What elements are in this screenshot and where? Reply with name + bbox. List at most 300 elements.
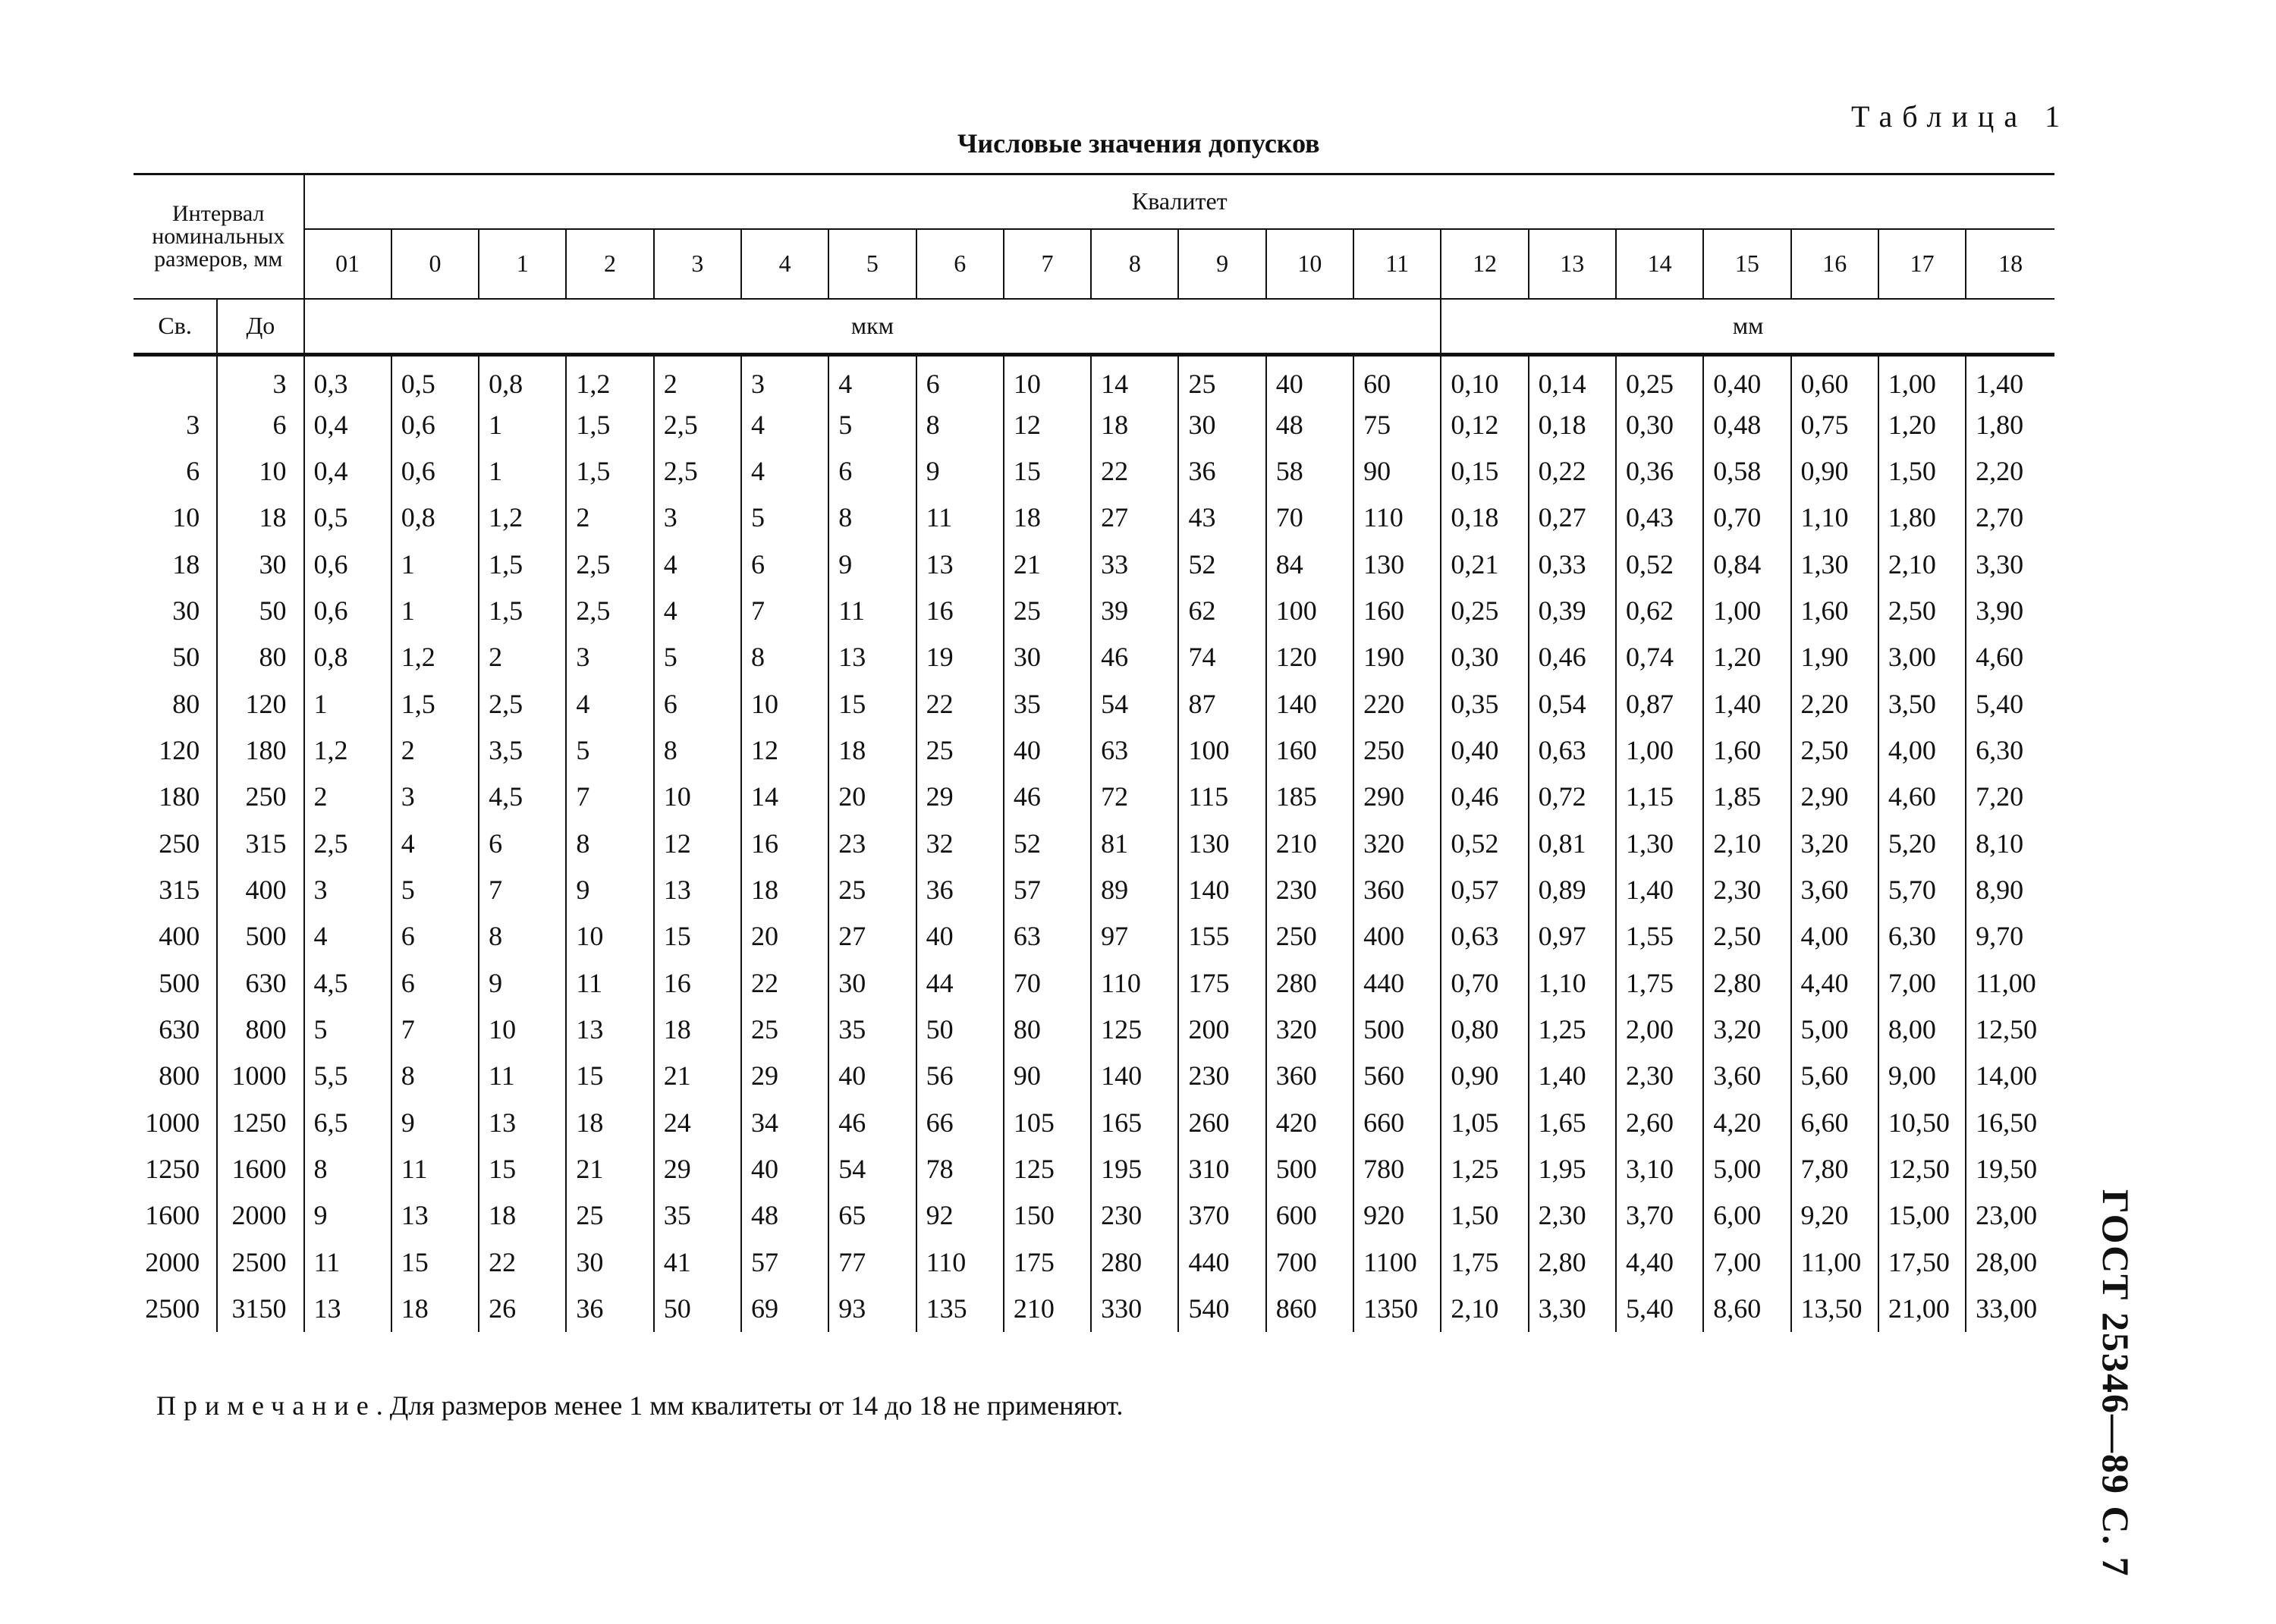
- tolerance-cell: 12,50: [1966, 1006, 2054, 1052]
- tolerance-cell: 1,75: [1441, 1239, 1528, 1285]
- table-row: [134, 913, 2054, 960]
- grade-header-cell: 9: [1178, 229, 1265, 299]
- tolerance-cell: 2,30: [1529, 1192, 1616, 1239]
- tolerance-cell: 700: [1266, 1239, 1353, 1285]
- tolerance-cell: 6,00: [1703, 1192, 1790, 1239]
- tolerance-cell: 5: [304, 1006, 391, 1052]
- grade-header-cell: 6: [916, 229, 1004, 299]
- tolerance-cell: 23: [828, 820, 916, 866]
- tolerance-cell: 3,00: [1878, 634, 1966, 680]
- tolerance-cell: 540: [1178, 1285, 1265, 1332]
- tolerance-cell: 62: [1178, 587, 1265, 633]
- tolerance-cell: 0,6: [391, 401, 479, 448]
- range-to-cell: 1600: [217, 1145, 303, 1192]
- tolerance-cell: 220: [1353, 680, 1441, 727]
- tolerance-cell: 320: [1353, 820, 1441, 866]
- grade-header-cell: 18: [1966, 229, 2054, 299]
- range-from-cell: 2500: [134, 1285, 217, 1332]
- tolerance-cell: 65: [828, 1192, 916, 1239]
- tolerance-cell: 14: [1091, 355, 1178, 401]
- range-from-cell: 3: [134, 401, 217, 448]
- tolerance-cell: 7: [391, 1006, 479, 1052]
- tolerance-cell: 1,80: [1878, 495, 1966, 541]
- tolerance-cell: 57: [1004, 866, 1091, 913]
- tolerance-cell: 1,55: [1616, 913, 1703, 960]
- tolerance-cell: 6,30: [1878, 913, 1966, 960]
- tolerance-cell: 0,72: [1529, 774, 1616, 820]
- grade-header-cell: 1: [479, 229, 566, 299]
- tolerance-cell: 1: [304, 680, 391, 727]
- tolerance-cell: 15: [566, 1053, 653, 1099]
- tolerance-cell: 54: [1091, 680, 1178, 727]
- tolerance-cell: 20: [741, 913, 828, 960]
- tolerance-cell: 25: [566, 1192, 653, 1239]
- from-label: Св.: [134, 299, 217, 355]
- tolerance-cell: 30: [1178, 401, 1265, 448]
- tolerance-cell: 6: [391, 960, 479, 1006]
- range-to-cell: 800: [217, 1006, 303, 1052]
- tolerance-cell: 5,40: [1616, 1285, 1703, 1332]
- tolerance-cell: 2,30: [1616, 1053, 1703, 1099]
- tolerance-cell: 2,00: [1616, 1006, 1703, 1052]
- tolerance-cell: 6,60: [1791, 1099, 1878, 1145]
- tolerance-cell: 2,20: [1791, 680, 1878, 727]
- range-from-cell: 6: [134, 448, 217, 494]
- tolerance-cell: 13,50: [1791, 1285, 1878, 1332]
- tolerance-cell: 40: [741, 1145, 828, 1192]
- range-to-cell: 50: [217, 587, 303, 633]
- tolerance-cell: 1: [391, 587, 479, 633]
- tolerance-cell: 5,20: [1878, 820, 1966, 866]
- grade-header-cell: 11: [1353, 229, 1441, 299]
- tolerance-cell: 0,81: [1529, 820, 1616, 866]
- tolerance-cell: 70: [1266, 495, 1353, 541]
- tolerance-cell: 25: [916, 727, 1004, 773]
- tolerance-cell: 9,00: [1878, 1053, 1966, 1099]
- tolerance-cell: 4,40: [1616, 1239, 1703, 1285]
- tolerance-cell: 41: [654, 1239, 741, 1285]
- tolerance-cell: 0,62: [1616, 587, 1703, 633]
- tolerance-cell: 13: [479, 1099, 566, 1145]
- tolerance-cell: 4: [828, 355, 916, 401]
- tolerance-cell: 27: [1091, 495, 1178, 541]
- tolerance-cell: 1,5: [479, 587, 566, 633]
- tolerance-cell: 80: [1004, 1006, 1091, 1052]
- tolerance-cell: 26: [479, 1285, 566, 1332]
- unit-mm: мм: [1441, 299, 2054, 355]
- tolerance-cell: 9,70: [1966, 913, 2054, 960]
- tolerance-cell: 0,58: [1703, 448, 1790, 494]
- tolerance-cell: 15,00: [1878, 1192, 1966, 1239]
- table-row: [134, 820, 2054, 866]
- tolerance-cell: 92: [916, 1192, 1004, 1239]
- tolerance-cell: 50: [916, 1006, 1004, 1052]
- tolerance-cell: 77: [828, 1239, 916, 1285]
- grade-header-cell: 13: [1529, 229, 1616, 299]
- tolerance-cell: 8: [566, 820, 653, 866]
- tolerance-cell: 0,8: [391, 495, 479, 541]
- grade-header-cell: 01: [304, 229, 391, 299]
- tolerance-cell: 87: [1178, 680, 1265, 727]
- grade-header-cell: 3: [654, 229, 741, 299]
- tolerance-cell: 3,60: [1791, 866, 1878, 913]
- tolerance-cell: 72: [1091, 774, 1178, 820]
- note-text: . Для размеров менее 1 мм квалитеты от 14 до 18 не применяют.: [376, 1390, 1124, 1421]
- tolerance-cell: 0,75: [1791, 401, 1878, 448]
- tolerance-cell: 7,00: [1703, 1239, 1790, 1285]
- tolerance-cell: 125: [1091, 1006, 1178, 1052]
- tolerance-cell: 93: [828, 1285, 916, 1332]
- tolerance-cell: 8,60: [1703, 1285, 1790, 1332]
- tolerance-cell: 3,70: [1616, 1192, 1703, 1239]
- tolerance-cell: 90: [1353, 448, 1441, 494]
- tolerance-cell: 1,5: [479, 541, 566, 587]
- tolerance-cell: 3: [391, 774, 479, 820]
- tolerance-cell: 35: [828, 1006, 916, 1052]
- tolerance-cell: 0,25: [1616, 355, 1703, 401]
- tolerance-cell: 0,54: [1529, 680, 1616, 727]
- tolerance-cell: 3: [654, 495, 741, 541]
- tolerance-cell: 5,5: [304, 1053, 391, 1099]
- tolerance-cell: 0,46: [1529, 634, 1616, 680]
- table-row: [134, 1006, 2054, 1052]
- tolerance-cell: 30: [1004, 634, 1091, 680]
- unit-mkm: мкм: [304, 299, 1441, 355]
- tolerance-cell: 0,89: [1529, 866, 1616, 913]
- tolerance-cell: 2: [566, 495, 653, 541]
- tolerance-cell: 115: [1178, 774, 1265, 820]
- tolerance-cell: 5,00: [1791, 1006, 1878, 1052]
- tolerance-cell: 4,5: [304, 960, 391, 1006]
- tolerance-cell: 29: [916, 774, 1004, 820]
- tolerance-cell: 1,5: [391, 680, 479, 727]
- table-row: [134, 355, 2054, 401]
- tolerance-cell: 4: [654, 541, 741, 587]
- tolerance-cell: 5,70: [1878, 866, 1966, 913]
- tolerance-cell: 1,20: [1703, 634, 1790, 680]
- range-to-cell: 120: [217, 680, 303, 727]
- tolerance-cell: 160: [1353, 587, 1441, 633]
- tolerance-cell: 0,12: [1441, 401, 1528, 448]
- tolerance-cell: 0,5: [304, 495, 391, 541]
- table-row: [134, 634, 2054, 680]
- tolerance-cell: 12: [654, 820, 741, 866]
- range-from-cell: 2000: [134, 1239, 217, 1285]
- grade-header-cell: 2: [566, 229, 653, 299]
- tolerance-cell: 6: [741, 541, 828, 587]
- tolerance-cell: 190: [1353, 634, 1441, 680]
- tolerance-cell: 16: [916, 587, 1004, 633]
- tolerance-cell: 1,15: [1616, 774, 1703, 820]
- tolerance-cell: 1,2: [391, 634, 479, 680]
- tolerance-cell: 160: [1266, 727, 1353, 773]
- tolerance-cell: 8: [304, 1145, 391, 1192]
- tolerance-cell: 11: [304, 1239, 391, 1285]
- table-row: [134, 1192, 2054, 1239]
- tolerance-cell: 175: [1178, 960, 1265, 1006]
- tolerance-cell: 5,00: [1703, 1145, 1790, 1192]
- tolerance-cell: 97: [1091, 913, 1178, 960]
- tolerance-cell: 22: [916, 680, 1004, 727]
- grade-header-cell: 10: [1266, 229, 1353, 299]
- tolerance-cell: 70: [1004, 960, 1091, 1006]
- tolerance-cell: 780: [1353, 1145, 1441, 1192]
- tolerance-cell: 2,5: [479, 680, 566, 727]
- tolerance-table-body: [134, 355, 2054, 1333]
- tolerance-cell: 280: [1266, 960, 1353, 1006]
- tolerance-cell: 1: [391, 541, 479, 587]
- tolerance-cell: 22: [1091, 448, 1178, 494]
- tolerance-cell: 2,5: [654, 448, 741, 494]
- tolerance-cell: 420: [1266, 1099, 1353, 1145]
- tolerance-cell: 16: [654, 960, 741, 1006]
- tolerance-cell: 2: [479, 634, 566, 680]
- tolerance-cell: 0,43: [1616, 495, 1703, 541]
- tolerance-cell: 1,80: [1966, 401, 2054, 448]
- tolerance-cell: 46: [1091, 634, 1178, 680]
- tolerance-cell: 4: [654, 587, 741, 633]
- tolerance-cell: 11,00: [1791, 1239, 1878, 1285]
- tolerance-cell: 8: [479, 913, 566, 960]
- grade-header-cell: 14: [1616, 229, 1703, 299]
- tolerance-cell: 165: [1091, 1099, 1178, 1145]
- range-from-cell: 1600: [134, 1192, 217, 1239]
- tolerance-cell: 2,5: [304, 820, 391, 866]
- tolerance-cell: 0,70: [1703, 495, 1790, 541]
- tolerance-cell: 11: [916, 495, 1004, 541]
- tolerance-cell: 89: [1091, 866, 1178, 913]
- tolerance-cell: 39: [1091, 587, 1178, 633]
- tolerance-cell: 440: [1353, 960, 1441, 1006]
- tolerance-cell: 2,20: [1966, 448, 2054, 494]
- tolerance-cell: 9: [566, 866, 653, 913]
- tolerance-cell: 3,30: [1529, 1285, 1616, 1332]
- tolerance-cell: 155: [1178, 913, 1265, 960]
- tolerance-cell: 0,80: [1441, 1006, 1528, 1052]
- tolerance-cell: 500: [1353, 1006, 1441, 1052]
- tolerance-cell: 7: [741, 587, 828, 633]
- tolerance-cell: 23,00: [1966, 1192, 2054, 1239]
- table-row: [134, 960, 2054, 1006]
- tolerance-cell: 0,6: [391, 448, 479, 494]
- tolerance-cell: 3,90: [1966, 587, 2054, 633]
- range-from-cell: 800: [134, 1053, 217, 1099]
- tolerance-cell: 2,50: [1878, 587, 1966, 633]
- tolerance-cell: 15: [479, 1145, 566, 1192]
- tolerance-cell: 2,10: [1878, 541, 1966, 587]
- tolerance-cell: 19,50: [1966, 1145, 2054, 1192]
- tolerance-cell: 0,74: [1616, 634, 1703, 680]
- tolerance-cell: 400: [1353, 913, 1441, 960]
- table-note: [156, 1390, 1123, 1421]
- tolerance-cell: 50: [654, 1285, 741, 1332]
- tolerance-cell: 0,30: [1441, 634, 1528, 680]
- tolerance-cell: 3,10: [1616, 1145, 1703, 1192]
- tolerance-cell: 18: [566, 1099, 653, 1145]
- tolerance-cell: 9: [479, 960, 566, 1006]
- tolerance-cell: 9: [828, 541, 916, 587]
- tolerance-cell: 6: [479, 820, 566, 866]
- tolerance-cell: 13: [828, 634, 916, 680]
- tolerance-cell: 360: [1266, 1053, 1353, 1099]
- tolerance-cell: 1,25: [1441, 1145, 1528, 1192]
- tolerance-cell: 1100: [1353, 1239, 1441, 1285]
- tolerance-cell: 0,52: [1616, 541, 1703, 587]
- tolerance-cell: 10: [1004, 355, 1091, 401]
- grade-header-cell: 0: [391, 229, 479, 299]
- tolerance-cell: 1,2: [566, 355, 653, 401]
- tolerance-cell: 1,90: [1791, 634, 1878, 680]
- tolerance-cell: 40: [1004, 727, 1091, 773]
- tolerance-cell: 175: [1004, 1239, 1091, 1285]
- tolerance-cell: 0,6: [304, 587, 391, 633]
- tolerance-cell: 4: [304, 913, 391, 960]
- tolerance-cell: 1,5: [566, 448, 653, 494]
- tolerance-cell: 10: [741, 680, 828, 727]
- tolerance-cell: 2: [654, 355, 741, 401]
- tolerance-cell: 110: [916, 1239, 1004, 1285]
- tolerance-cell: 2,10: [1703, 820, 1790, 866]
- range-to-cell: 400: [217, 866, 303, 913]
- range-to-cell: 500: [217, 913, 303, 960]
- tolerance-cell: 1,40: [1529, 1053, 1616, 1099]
- tolerance-cell: 6: [828, 448, 916, 494]
- tolerance-cell: 0,35: [1441, 680, 1528, 727]
- tolerance-cell: 0,3: [304, 355, 391, 401]
- tolerance-cell: 3,60: [1703, 1053, 1790, 1099]
- tolerance-cell: 5: [741, 495, 828, 541]
- range-from-cell: 18: [134, 541, 217, 587]
- tolerance-cell: 1,2: [479, 495, 566, 541]
- tolerance-cell: 320: [1266, 1006, 1353, 1052]
- table-row: [134, 587, 2054, 633]
- tolerance-cell: 3,30: [1966, 541, 2054, 587]
- grade-header-cell: 5: [828, 229, 916, 299]
- tolerance-cell: 0,97: [1529, 913, 1616, 960]
- tolerance-cell: 500: [1266, 1145, 1353, 1192]
- tolerance-cell: 1,75: [1616, 960, 1703, 1006]
- tolerance-cell: 280: [1091, 1239, 1178, 1285]
- tolerance-cell: 370: [1178, 1192, 1265, 1239]
- tolerance-cell: 0,21: [1441, 541, 1528, 587]
- tolerance-cell: 60: [1353, 355, 1441, 401]
- tolerance-cell: 2,80: [1529, 1239, 1616, 1285]
- tolerance-cell: 3: [304, 866, 391, 913]
- grade-header-cell: 17: [1878, 229, 1966, 299]
- tolerance-cell: 1,05: [1441, 1099, 1528, 1145]
- tolerance-cell: 18: [1091, 401, 1178, 448]
- tolerance-cell: 14: [741, 774, 828, 820]
- tolerance-cell: 8,90: [1966, 866, 2054, 913]
- tolerance-cell: 15: [1004, 448, 1091, 494]
- tolerance-cell: 21: [566, 1145, 653, 1192]
- table-row: [134, 1239, 2054, 1285]
- tolerance-cell: 75: [1353, 401, 1441, 448]
- range-to-cell: 30: [217, 541, 303, 587]
- tolerance-cell: 1,25: [1529, 1006, 1616, 1052]
- tolerance-cell: 1: [479, 401, 566, 448]
- tolerance-cell: 1,95: [1529, 1145, 1616, 1192]
- tolerance-cell: 2,5: [566, 541, 653, 587]
- tolerance-cell: 40: [828, 1053, 916, 1099]
- tolerance-cell: 330: [1091, 1285, 1178, 1332]
- table-row: [134, 1145, 2054, 1192]
- range-to-cell: 1250: [217, 1099, 303, 1145]
- tolerance-cell: 8: [391, 1053, 479, 1099]
- tolerance-cell: 0,27: [1529, 495, 1616, 541]
- tolerance-cell: 6: [916, 355, 1004, 401]
- tolerance-cell: 120: [1266, 634, 1353, 680]
- tolerance-cell: 43: [1178, 495, 1265, 541]
- tolerance-cell: 14,00: [1966, 1053, 2054, 1099]
- tolerance-cell: 16,50: [1966, 1099, 2054, 1145]
- tolerance-cell: 0,10: [1441, 355, 1528, 401]
- tolerance-cell: 9: [916, 448, 1004, 494]
- tolerance-cell: 36: [916, 866, 1004, 913]
- tolerance-cell: 0,87: [1616, 680, 1703, 727]
- tolerance-cell: 6: [654, 680, 741, 727]
- tolerance-cell: 110: [1353, 495, 1441, 541]
- tolerance-cell: 11: [479, 1053, 566, 1099]
- tolerance-cell: 6,30: [1966, 727, 2054, 773]
- tolerance-cell: 46: [828, 1099, 916, 1145]
- tolerance-cell: 1,50: [1441, 1192, 1528, 1239]
- tolerance-cell: 13: [391, 1192, 479, 1239]
- range-from-cell: 180: [134, 774, 217, 820]
- tolerance-cell: 25: [741, 1006, 828, 1052]
- tolerance-cell: 4: [741, 448, 828, 494]
- tolerance-cell: 7,00: [1878, 960, 1966, 1006]
- tolerance-cell: 13: [304, 1285, 391, 1332]
- grade-header-cell: 8: [1091, 229, 1178, 299]
- tolerance-cell: 0,36: [1616, 448, 1703, 494]
- tolerance-cell: 25: [1004, 587, 1091, 633]
- tolerance-cell: 4,5: [479, 774, 566, 820]
- tolerance-cell: 18: [479, 1192, 566, 1239]
- tolerance-cell: 0,46: [1441, 774, 1528, 820]
- range-to-cell: 80: [217, 634, 303, 680]
- tolerance-cell: 52: [1178, 541, 1265, 587]
- tolerance-cell: 2,90: [1791, 774, 1878, 820]
- tolerance-cell: 33: [1091, 541, 1178, 587]
- tolerance-cell: 3: [741, 355, 828, 401]
- tolerance-cell: 10: [654, 774, 741, 820]
- tolerance-cell: 21: [1004, 541, 1091, 587]
- range-to-cell: 6: [217, 401, 303, 448]
- table-row: [134, 866, 2054, 913]
- tolerance-cell: 15: [391, 1239, 479, 1285]
- tolerance-cell: 0,60: [1791, 355, 1878, 401]
- range-to-cell: 3: [217, 355, 303, 401]
- range-to-cell: 10: [217, 448, 303, 494]
- tolerance-cell: 30: [828, 960, 916, 1006]
- tolerance-cell: 230: [1091, 1192, 1178, 1239]
- tolerance-cell: 1,10: [1529, 960, 1616, 1006]
- tolerance-cell: 5,40: [1966, 680, 2054, 727]
- tolerance-cell: 0,4: [304, 401, 391, 448]
- tolerance-cell: 24: [654, 1099, 741, 1145]
- tolerance-cell: 4: [391, 820, 479, 866]
- tolerance-cell: 21: [654, 1053, 741, 1099]
- grade-header-row: [134, 229, 2054, 299]
- range-from-cell: 50: [134, 634, 217, 680]
- tolerance-cell: 4: [741, 401, 828, 448]
- tolerance-cell: 185: [1266, 774, 1353, 820]
- tolerance-cell: 2,50: [1791, 727, 1878, 773]
- standard-page-reference: ГОСТ 25346—89 С. 7: [2095, 1189, 2137, 1578]
- range-from-cell: 30: [134, 587, 217, 633]
- tolerance-cell: 36: [566, 1285, 653, 1332]
